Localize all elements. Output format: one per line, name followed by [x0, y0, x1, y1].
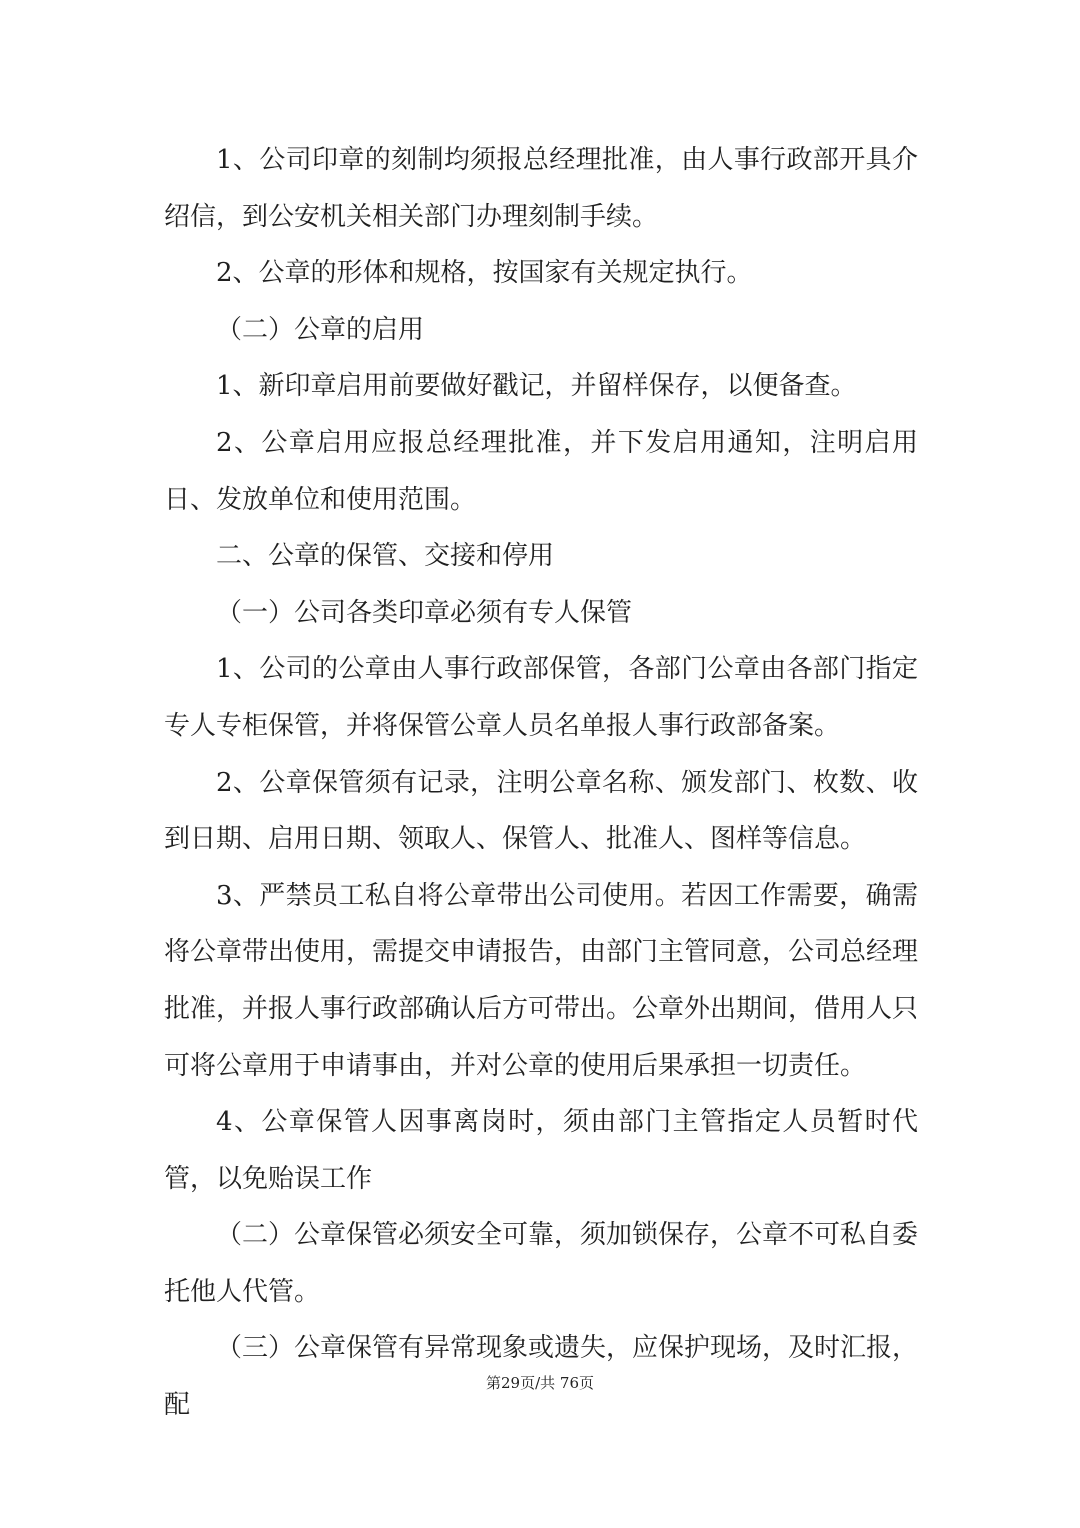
- paragraph-7: （一）公司各类印章必须有专人保管: [216, 597, 633, 628]
- paragraph-5: 2、公章启用应报总经理批准，并下发启用通知，注明启用日、发放单位和使用范围。: [164, 427, 918, 515]
- page-number-footer: 第29页/共 76页: [486, 1374, 594, 1392]
- paragraph-11: 4、公章保管人因事离岗时，须由部门主管指定人员暂时代管，以免贻误工作: [164, 1107, 918, 1194]
- paragraph-13: （三）公章保管有异常现象或遗失，应保护现场，及时汇报，配: [164, 1333, 919, 1421]
- paragraph-9: 2、公章保管须有记录，注明公章名称、颁发部门、枚数、收到日期、启用日期、领取人、保管人、批准人、图样等信息。: [164, 767, 918, 855]
- paragraph-8: 1、公司的公章由人事行政部保管，各部门公章由各部门指定专人专柜保管，并将保管公章人员名单报人事行政部备案。: [164, 654, 918, 741]
- paragraph-3: （二）公章的启用: [216, 314, 425, 345]
- paragraph-12: （二）公章保管必须安全可靠，须加锁保存，公章不可私自委托他人代管。: [164, 1220, 919, 1307]
- paragraph-10: 3、严禁员工私自将公章带出公司使用。若因工作需要，确需将公章带出使用，需提交申请报告，由部门主管同意，公司总经理批准，并报人事行政部确认后方可带出。公章外出期间，借用人只可将公章用于申请事由，并对公章的使用后果承担一切责任。: [164, 880, 919, 1081]
- paragraph-2: 2、公章的形体和规格，按国家有关规定执行。: [216, 258, 753, 289]
- paragraph-4: 1、新印章启用前要做好戳记，并留样保存，以便备查。: [216, 371, 857, 402]
- paragraph-1: 1、公司印章的刻制均须报总经理批准，由人事行政部开具介绍信，到公安机关相关部门办理刻制手续。: [164, 145, 918, 232]
- document-body: [164, 132, 918, 1434]
- paragraph-6: 二、公章的保管、交接和停用: [216, 541, 555, 572]
